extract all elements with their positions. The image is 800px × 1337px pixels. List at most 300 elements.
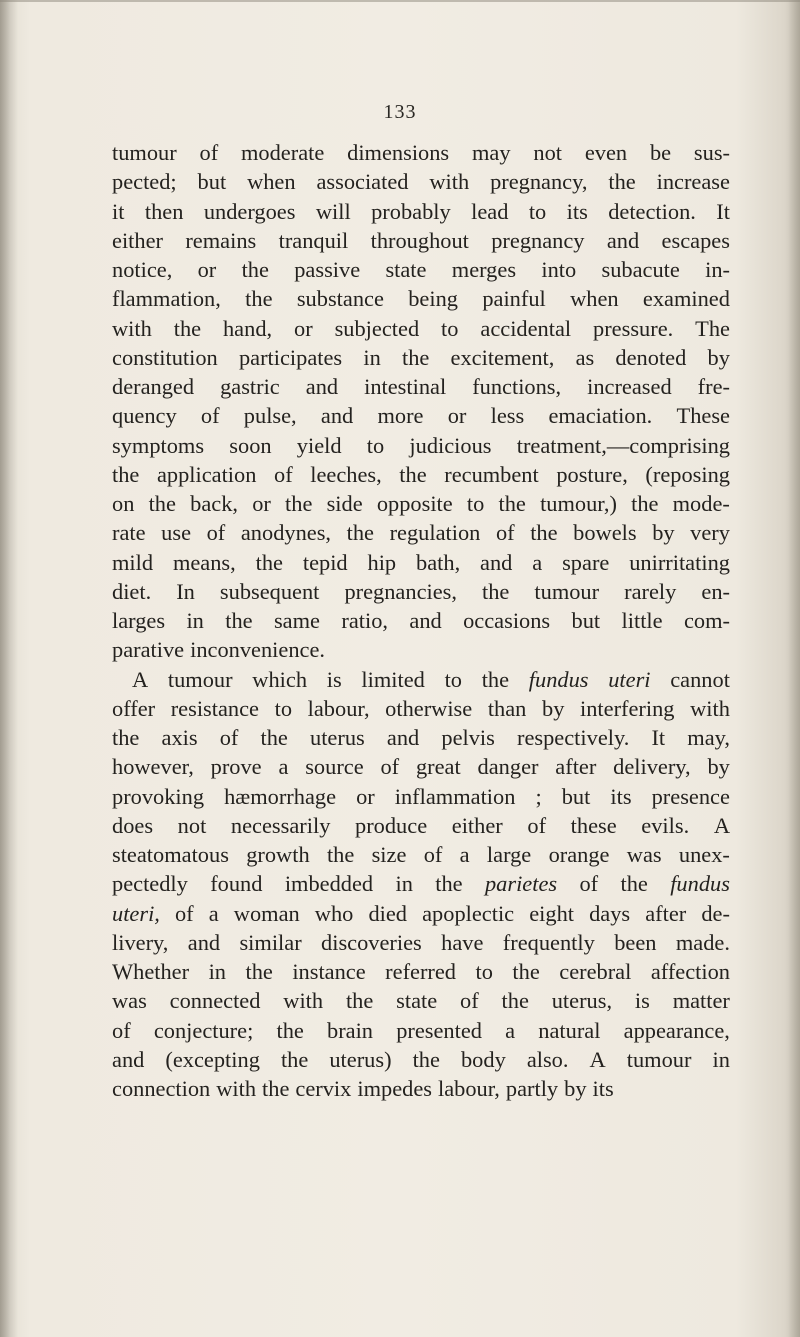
word: pulse, xyxy=(243,403,297,429)
word: provoking xyxy=(112,783,205,809)
word: was xyxy=(626,842,662,867)
word: functions, xyxy=(472,374,562,399)
word: have xyxy=(441,929,484,955)
word: very xyxy=(690,520,730,546)
word: parietes xyxy=(484,871,558,897)
word: (excepting xyxy=(165,1046,260,1072)
word: unex- xyxy=(678,842,730,867)
word: the xyxy=(241,257,269,282)
word: its xyxy=(592,1076,614,1101)
word: the xyxy=(501,988,529,1014)
word: cannot xyxy=(670,666,730,692)
word: with xyxy=(429,169,470,195)
word: undergoes xyxy=(203,198,296,224)
word: in- xyxy=(705,257,730,282)
word: may xyxy=(471,140,511,165)
word: labour, xyxy=(307,695,370,721)
word: bath, xyxy=(416,549,461,575)
text-line xyxy=(112,752,730,781)
word: limited xyxy=(361,666,425,692)
word: in xyxy=(208,959,226,984)
word: the xyxy=(512,959,540,984)
word: uteri, xyxy=(112,900,160,926)
word: the xyxy=(631,491,659,516)
word: It xyxy=(716,198,730,224)
word: danger xyxy=(477,754,539,780)
word: by xyxy=(564,1076,587,1101)
word: of xyxy=(423,842,443,867)
text-line xyxy=(112,606,730,635)
word: livery, xyxy=(112,929,169,955)
word: tumour,) xyxy=(540,491,617,516)
word: means, xyxy=(172,549,236,575)
word: eight xyxy=(529,900,574,926)
word: or xyxy=(197,257,217,282)
word: flammation, xyxy=(112,286,221,312)
word: quency xyxy=(112,403,177,429)
text-line xyxy=(112,343,730,372)
word: leeches, xyxy=(310,461,382,487)
word: less xyxy=(490,403,525,429)
word: and xyxy=(386,725,420,750)
word: natural xyxy=(538,1017,601,1043)
word: to xyxy=(475,959,493,984)
word: excitement, xyxy=(450,344,555,370)
word: a xyxy=(532,549,543,575)
text-line xyxy=(112,635,730,664)
word: to xyxy=(528,198,547,224)
word: tumour xyxy=(167,666,233,692)
word: the xyxy=(276,1017,304,1043)
word: It xyxy=(651,725,666,750)
word: tumour xyxy=(626,1046,692,1072)
word: either xyxy=(451,812,503,838)
text-line xyxy=(112,138,730,167)
text-line xyxy=(112,167,730,196)
word: inconvenience. xyxy=(190,637,326,663)
text-line xyxy=(112,986,730,1015)
word: does xyxy=(112,812,154,838)
word: denoted xyxy=(615,344,687,370)
word: also. xyxy=(526,1046,569,1072)
word: merges xyxy=(451,257,517,282)
top-edge xyxy=(0,0,800,2)
word: when xyxy=(247,169,296,195)
word: associated xyxy=(316,169,409,195)
text-line xyxy=(112,197,730,226)
word: Whether xyxy=(112,959,190,984)
word: to xyxy=(441,315,459,341)
word: the xyxy=(481,666,510,692)
text-line xyxy=(112,957,730,986)
word: in xyxy=(363,344,381,370)
word: of xyxy=(219,725,239,750)
word: in xyxy=(186,608,204,633)
word: to xyxy=(444,666,462,692)
page-edge xyxy=(788,0,800,1337)
word: by xyxy=(707,754,730,780)
word: its xyxy=(610,783,632,809)
word: as xyxy=(575,344,595,370)
word: a xyxy=(208,900,219,926)
word: ; xyxy=(535,783,542,809)
word: woman xyxy=(233,900,300,926)
word: the xyxy=(346,520,374,546)
word: growth xyxy=(246,842,310,867)
word: of xyxy=(579,871,599,897)
word: remains xyxy=(185,227,257,253)
word: respectively. xyxy=(517,725,630,750)
word: resistance xyxy=(170,695,259,721)
word: A xyxy=(132,666,149,692)
word: apoplectic xyxy=(422,900,515,926)
word: of xyxy=(199,140,219,165)
word: impedes xyxy=(357,1076,432,1101)
word: mode- xyxy=(672,491,730,516)
word: detection. xyxy=(608,198,696,224)
spine-shadow xyxy=(0,0,18,1337)
word: matter xyxy=(672,988,730,1014)
word: the xyxy=(345,988,374,1014)
word: presence xyxy=(651,783,730,809)
word: with xyxy=(112,315,152,341)
word: parative xyxy=(112,637,185,663)
word: with xyxy=(690,695,730,721)
word: the xyxy=(435,871,463,897)
word: died xyxy=(368,900,408,926)
word: the xyxy=(255,549,283,575)
word: found xyxy=(210,871,263,897)
word: subsequent xyxy=(219,578,320,604)
word: pelvis xyxy=(441,725,495,750)
text-line xyxy=(112,782,730,811)
word: and xyxy=(606,227,640,253)
text-line xyxy=(112,665,730,694)
word: fre- xyxy=(697,374,730,399)
word: steatomatous xyxy=(112,842,229,867)
word: the xyxy=(280,1046,309,1072)
text-line xyxy=(112,899,730,928)
word: appearance, xyxy=(623,1017,730,1043)
word: by xyxy=(542,695,565,721)
text-line xyxy=(112,255,730,284)
word: hæmorrhage xyxy=(224,783,337,809)
word: and xyxy=(112,1046,145,1072)
word: to xyxy=(366,432,385,458)
word: large xyxy=(486,842,532,867)
word: is xyxy=(326,666,342,692)
word: the xyxy=(225,608,253,633)
word: increased xyxy=(587,374,672,399)
word: prove xyxy=(210,754,262,780)
word: but xyxy=(571,608,601,633)
word: the xyxy=(399,461,427,487)
word: examined xyxy=(642,286,730,312)
word: of xyxy=(206,520,226,546)
text-line xyxy=(112,518,730,547)
text-line xyxy=(112,577,730,606)
text-line xyxy=(112,1016,730,1045)
word: pressure. xyxy=(593,315,674,341)
word: A xyxy=(589,1046,606,1072)
word: or xyxy=(447,403,467,429)
word: cerebral xyxy=(559,959,632,984)
word: the xyxy=(262,1076,290,1101)
word: evils. xyxy=(641,812,690,838)
word: to xyxy=(466,491,485,516)
word: made. xyxy=(675,929,730,955)
word: de- xyxy=(701,900,730,926)
text-line xyxy=(112,284,730,313)
word: regulation xyxy=(389,520,481,546)
word: orange xyxy=(548,842,610,867)
word: delivery, xyxy=(613,754,691,780)
word: size xyxy=(371,842,407,867)
word: mild xyxy=(112,549,154,575)
word: of xyxy=(380,754,400,780)
word: of xyxy=(112,1017,131,1043)
word: and xyxy=(305,374,339,399)
word: discoveries xyxy=(321,929,422,955)
word: after xyxy=(645,900,687,926)
word: not xyxy=(533,140,562,165)
word: in xyxy=(712,1046,730,1072)
word: treatment,—comprising xyxy=(516,432,730,458)
word: offer xyxy=(112,695,156,721)
word: the xyxy=(608,169,636,195)
word: pregnancy, xyxy=(490,169,588,195)
word: of xyxy=(200,403,220,429)
word: larges xyxy=(112,608,166,633)
word: frequently xyxy=(502,929,595,955)
word: constitution xyxy=(112,344,218,370)
word: be xyxy=(649,140,672,165)
word: subjected xyxy=(334,315,420,341)
word: pregnancies, xyxy=(344,578,457,604)
text-line xyxy=(112,723,730,752)
word: brain xyxy=(327,1017,374,1043)
word: which xyxy=(252,666,308,692)
text-line xyxy=(112,1045,730,1074)
word: recumbent xyxy=(444,461,539,487)
word: state xyxy=(396,988,438,1014)
text-line xyxy=(112,548,730,577)
word: by xyxy=(652,520,675,546)
word: when xyxy=(570,286,619,312)
word: same xyxy=(273,608,320,633)
word: been xyxy=(614,929,657,955)
word: rate xyxy=(112,520,146,546)
page-number: 133 xyxy=(383,101,417,123)
word: cervix xyxy=(295,1076,352,1101)
word: gastric xyxy=(220,374,280,399)
word: substance xyxy=(296,286,384,312)
word: application xyxy=(156,461,257,487)
word: instance xyxy=(292,959,366,984)
word: fundus xyxy=(670,871,730,897)
word: of xyxy=(460,988,479,1014)
word: judicious xyxy=(409,432,492,458)
word: yield xyxy=(296,432,342,458)
word: hand, xyxy=(222,315,273,341)
text-line xyxy=(112,869,730,898)
text-line xyxy=(112,226,730,255)
word: necessarily xyxy=(230,812,331,838)
word: the xyxy=(401,344,430,370)
word: opposite xyxy=(376,491,453,516)
word: who xyxy=(314,900,354,926)
word: and xyxy=(480,549,513,575)
word: a xyxy=(505,1017,516,1043)
word: lead xyxy=(471,198,509,224)
word: participates xyxy=(238,344,343,370)
word: state xyxy=(385,257,427,282)
word: partly xyxy=(505,1076,559,1101)
word: hip xyxy=(367,549,397,575)
word: the xyxy=(148,491,176,516)
word: The xyxy=(695,315,730,341)
word: throughout xyxy=(370,227,469,253)
word: notice, xyxy=(112,257,173,282)
word: the xyxy=(260,725,288,750)
word: similar xyxy=(239,929,302,955)
word: of xyxy=(495,520,515,546)
word: the xyxy=(498,491,526,516)
word: of xyxy=(174,900,194,926)
word: days xyxy=(589,900,631,926)
word: pectedly xyxy=(112,871,188,897)
word: its xyxy=(566,198,588,224)
word: unirritating xyxy=(629,549,730,575)
word: uterus xyxy=(310,725,365,750)
word: back, xyxy=(190,491,238,516)
word: a xyxy=(459,842,470,867)
word: en- xyxy=(701,578,730,604)
word: body xyxy=(460,1046,506,1072)
text-line xyxy=(112,928,730,957)
word: a xyxy=(278,754,289,780)
word: to xyxy=(274,695,293,721)
word: with xyxy=(283,988,324,1014)
word: A xyxy=(713,812,730,838)
word: even xyxy=(584,140,628,165)
word: source xyxy=(305,754,364,780)
word: of xyxy=(527,812,547,838)
text-line xyxy=(112,314,730,343)
word: either xyxy=(112,227,163,253)
word: escapes xyxy=(661,227,730,253)
word: by xyxy=(707,344,730,370)
word: it xyxy=(112,198,125,224)
word: these xyxy=(570,812,617,838)
word: or xyxy=(356,783,375,809)
word: intestinal xyxy=(364,374,447,399)
text-line xyxy=(112,1074,730,1103)
word: and xyxy=(320,403,354,429)
word: occasions xyxy=(463,608,551,633)
word: with xyxy=(216,1076,257,1101)
word: passive xyxy=(294,257,361,282)
word: tepid xyxy=(302,549,348,575)
word: may, xyxy=(687,725,730,750)
word: not xyxy=(177,812,207,838)
word: or xyxy=(252,491,271,516)
word: increase xyxy=(656,169,730,195)
word: pected; xyxy=(112,169,177,195)
word: than xyxy=(487,695,527,721)
word: anodynes, xyxy=(240,520,332,546)
word: ratio, xyxy=(341,608,388,633)
word: the xyxy=(285,491,313,516)
word: on xyxy=(112,491,135,516)
text-line xyxy=(112,694,730,723)
word: tranquil xyxy=(278,227,349,253)
text-line xyxy=(112,840,730,869)
word: however, xyxy=(112,754,194,780)
word: or xyxy=(294,315,313,341)
word: then xyxy=(144,198,184,224)
word: affection xyxy=(650,959,730,984)
body-text xyxy=(112,138,730,1103)
word: moderate xyxy=(241,140,325,165)
word: spare xyxy=(562,549,610,575)
word: tumour xyxy=(534,578,600,604)
text-line xyxy=(112,811,730,840)
word: little xyxy=(621,608,663,633)
word: and xyxy=(409,608,442,633)
word: emaciation. xyxy=(548,403,653,429)
word: the xyxy=(112,725,140,750)
word: rarely xyxy=(624,578,677,604)
word: inflammation xyxy=(394,783,516,809)
text-line xyxy=(112,431,730,460)
word: the xyxy=(412,1046,440,1072)
word: was xyxy=(112,988,147,1014)
word: more xyxy=(377,403,424,429)
word: produce xyxy=(355,812,428,838)
word: into xyxy=(541,257,577,282)
word: the xyxy=(245,959,273,984)
word: after xyxy=(555,754,597,780)
word: use xyxy=(161,520,192,546)
word: and xyxy=(187,929,221,955)
word: connection xyxy=(112,1076,211,1101)
word: sus- xyxy=(693,140,730,165)
word: presented xyxy=(396,1017,482,1043)
word: pregnancy xyxy=(491,227,585,253)
word: of xyxy=(274,461,293,487)
word: will xyxy=(315,198,351,224)
word: dimensions xyxy=(347,140,450,165)
word: bowels xyxy=(573,520,637,546)
word: soon xyxy=(229,432,272,458)
word: deranged xyxy=(112,374,195,399)
word: axis xyxy=(161,725,198,750)
word: posture, xyxy=(556,461,628,487)
word: the xyxy=(326,842,355,867)
word: the xyxy=(173,315,202,341)
text-line xyxy=(112,372,730,401)
word: uteri xyxy=(608,666,651,692)
word: the xyxy=(530,520,558,546)
word: great xyxy=(415,754,461,780)
word: These xyxy=(676,403,730,429)
word: side xyxy=(326,491,363,516)
word: painful xyxy=(482,286,546,312)
word: symptoms xyxy=(112,432,205,458)
text-line xyxy=(112,460,730,489)
word: the xyxy=(245,286,273,312)
